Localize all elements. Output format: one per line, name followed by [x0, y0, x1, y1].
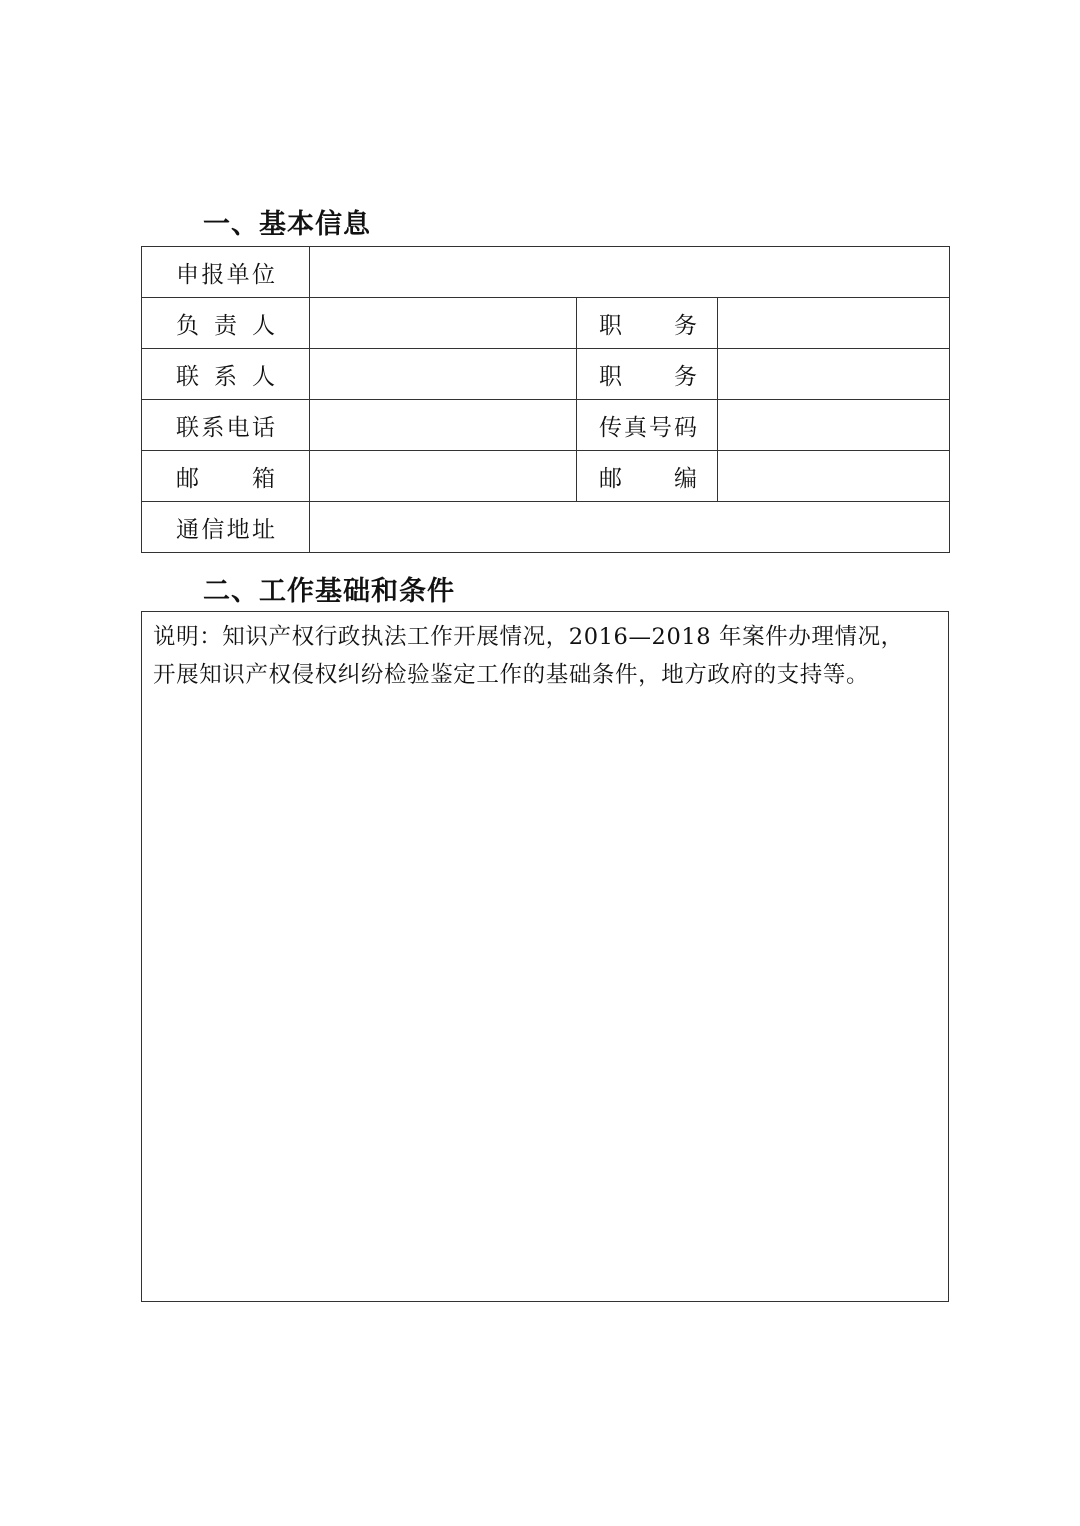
label-char: 编 — [674, 465, 697, 492]
unit-field[interactable] — [310, 247, 950, 298]
label-char: 邮 — [599, 465, 622, 492]
leader-position-field[interactable] — [718, 298, 950, 349]
label-char: 务 — [674, 312, 697, 339]
label-char: 号 — [649, 414, 672, 441]
label-char: 传 — [599, 414, 622, 441]
label-char: 址 — [251, 516, 275, 543]
phone-field[interactable] — [310, 400, 577, 451]
label-char: 系 — [214, 363, 237, 390]
label-char: 务 — [674, 363, 697, 390]
contact-position-label — [577, 349, 718, 400]
label-char: 通 — [176, 516, 199, 543]
label-char: 真 — [624, 414, 647, 441]
table-row — [142, 400, 950, 451]
label-char: 邮 — [176, 465, 199, 492]
label-char: 联 — [176, 414, 199, 441]
label-char: 人 — [252, 363, 275, 390]
contact-label — [142, 349, 310, 400]
contact-field[interactable] — [310, 349, 577, 400]
leader-field[interactable] — [310, 298, 577, 349]
label-char: 负 — [176, 312, 199, 339]
label-char: 职 — [599, 312, 622, 339]
label-char: 话 — [251, 414, 275, 441]
contact-position-field[interactable] — [718, 349, 950, 400]
table-row — [142, 247, 950, 298]
label-char: 单 — [226, 261, 250, 288]
label-char: 人 — [252, 312, 275, 339]
email-label — [142, 451, 310, 502]
address-label — [142, 502, 310, 553]
unit-label — [142, 247, 310, 298]
label-char: 责 — [214, 312, 237, 339]
leader-position-label — [577, 298, 718, 349]
label-char: 职 — [599, 363, 622, 390]
label-char: 码 — [674, 414, 697, 441]
label-char: 申 — [176, 261, 199, 288]
label-char: 信 — [201, 516, 225, 543]
phone-label — [142, 400, 310, 451]
note-line-1: 说明：知识产权行政执法工作开展情况，2016—2018 年案件办理情况， — [153, 624, 904, 650]
table-row — [142, 451, 950, 502]
postcode-label — [577, 451, 718, 502]
note-line-2: 开展知识产权侵权纠纷检验鉴定工作的基础条件，地方政府的支持等。 — [153, 662, 870, 688]
address-field[interactable] — [310, 502, 950, 553]
section-title-work-basis: 二、工作基础和条件 — [203, 576, 455, 607]
postcode-field[interactable] — [718, 451, 950, 502]
table-row — [142, 298, 950, 349]
label-char: 地 — [226, 516, 250, 543]
work-basis-box[interactable] — [141, 611, 949, 1302]
label-char: 联 — [176, 363, 199, 390]
label-char: 报 — [201, 261, 225, 288]
fax-field[interactable] — [718, 400, 950, 451]
table-row — [142, 502, 950, 553]
fax-label — [577, 400, 718, 451]
basic-info-table — [141, 246, 950, 553]
leader-label — [142, 298, 310, 349]
label-char: 位 — [251, 261, 275, 288]
label-char: 电 — [226, 414, 250, 441]
label-char: 系 — [201, 414, 225, 441]
label-char: 箱 — [252, 465, 275, 492]
table-row — [142, 349, 950, 400]
section-title-basic-info: 一、基本信息 — [203, 209, 371, 240]
email-field[interactable] — [310, 451, 577, 502]
